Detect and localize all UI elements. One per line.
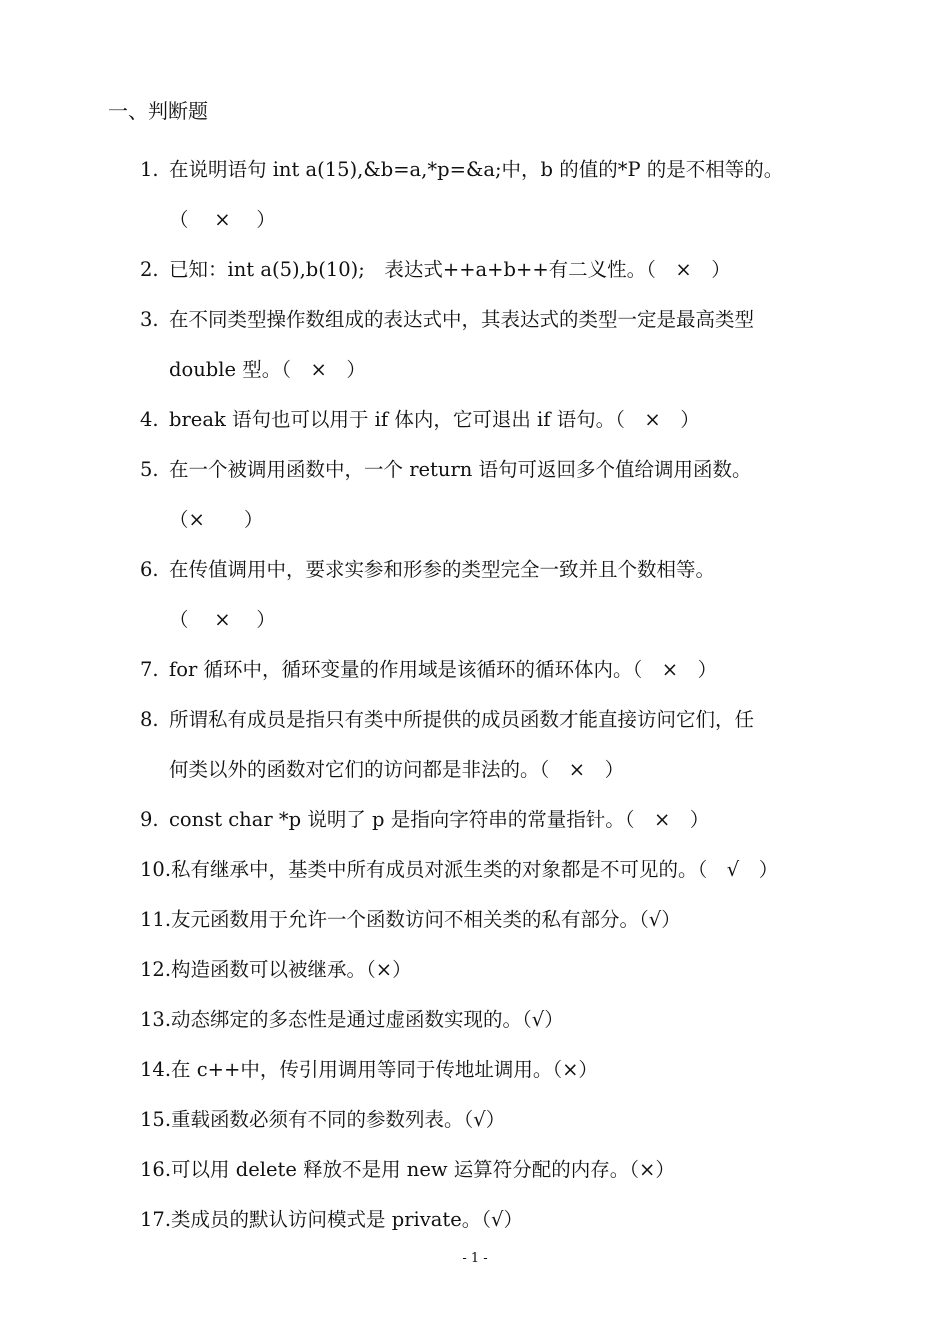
question-number: 2. (140, 258, 159, 281)
question-line: 在说明语句 int a(15),&b=a,*p=&a;中，b 的值的*P 的是不相等的。 (169, 158, 784, 181)
question-text (169, 545, 860, 645)
answer-line: double 型。（ × ） (169, 358, 366, 381)
page-number: - 1 - (462, 1251, 488, 1266)
question-number: 4. (140, 408, 159, 431)
question-number: 15. (140, 1108, 172, 1131)
question-item (140, 245, 860, 295)
question-item (140, 1195, 860, 1245)
question-text (171, 1095, 860, 1145)
question-line: 在传值调用中，要求实参和形参的类型完全一致并且个数相等。 (169, 558, 716, 581)
question-item (140, 145, 860, 245)
question-text (171, 895, 860, 945)
question-item (140, 995, 860, 1045)
question-text (169, 645, 860, 695)
question-line: 在一个被调用函数中，一个 return 语句可返回多个值给调用函数。 (169, 458, 752, 481)
question-number: 12. (140, 958, 172, 981)
question-line: 已知：int a(5),b(10); 表达式++a+b++有二义性。（ × ） (169, 258, 731, 281)
question-line: 动态绑定的多态性是通过虚函数实现的。（√） (171, 1008, 564, 1031)
question-text (169, 245, 860, 295)
question-line: 在 c++中，传引用调用等同于传地址调用。（×） (171, 1058, 598, 1081)
question-text (169, 295, 860, 395)
question-item (140, 1145, 860, 1195)
question-item (140, 1045, 860, 1095)
question-text (171, 995, 860, 1045)
question-item (140, 695, 860, 795)
question-item (140, 545, 860, 645)
question-item (140, 645, 860, 695)
question-line: 类成员的默认访问模式是 private。（√） (171, 1208, 523, 1231)
question-list (140, 145, 860, 1245)
question-line: 所谓私有成员是指只有类中所提供的成员函数才能直接访问它们，任 (169, 708, 755, 731)
question-text (169, 395, 860, 445)
question-number: 8. (140, 708, 159, 731)
question-text (169, 695, 860, 795)
question-number: 17. (140, 1208, 172, 1231)
question-item (140, 1095, 860, 1145)
question-item (140, 945, 860, 995)
question-text (171, 945, 860, 995)
answer-line: 何类以外的函数对它们的访问都是非法的。（ × ） (169, 758, 625, 781)
question-number: 16. (140, 1158, 172, 1181)
question-line: 私有继承中，基类中所有成员对派生类的对象都是不可见的。（ √ ） (171, 858, 779, 881)
question-text (171, 1195, 860, 1245)
question-item (140, 395, 860, 445)
question-item (140, 795, 860, 845)
question-line: break 语句也可以用于 if 体内，它可退出 if 语句。（ × ） (169, 408, 700, 431)
question-item (140, 445, 860, 545)
question-line: const char *p 说明了 p 是指向字符串的常量指针。（ × ） (169, 808, 710, 831)
question-item (140, 895, 860, 945)
question-line: 可以用 delete 释放不是用 new 运算符分配的内存。（×） (171, 1158, 675, 1181)
question-line: 在不同类型操作数组成的表达式中，其表达式的类型一定是最高类型 (169, 308, 755, 331)
question-text (171, 1145, 860, 1195)
question-number: 9. (140, 808, 159, 831)
question-number: 10. (140, 858, 172, 881)
question-line: 重载函数必须有不同的参数列表。（√） (171, 1108, 506, 1131)
question-number: 5. (140, 458, 159, 481)
question-line: 构造函数可以被继承。（×） (171, 958, 412, 981)
section-title: 一、判断题 (108, 99, 208, 123)
question-number: 1. (140, 158, 159, 181)
question-line: 友元函数用于允许一个函数访问不相关类的私有部分。（√） (171, 908, 681, 931)
answer-line: （ × ） (169, 608, 276, 631)
question-number: 11. (140, 908, 172, 931)
question-number: 6. (140, 558, 159, 581)
question-text (169, 795, 860, 845)
question-text (169, 445, 860, 545)
answer-line: （× ） (169, 508, 264, 531)
answer-line: （ × ） (169, 208, 276, 231)
question-text (171, 845, 860, 895)
question-number: 7. (140, 658, 159, 681)
question-item (140, 845, 860, 895)
question-number: 14. (140, 1058, 172, 1081)
question-number: 3. (140, 308, 159, 331)
question-text (171, 1045, 860, 1095)
question-line: for 循环中，循环变量的作用域是该循环的循环体内。（ × ） (169, 658, 718, 681)
question-number: 13. (140, 1008, 172, 1031)
question-text (169, 145, 860, 245)
question-item (140, 295, 860, 395)
